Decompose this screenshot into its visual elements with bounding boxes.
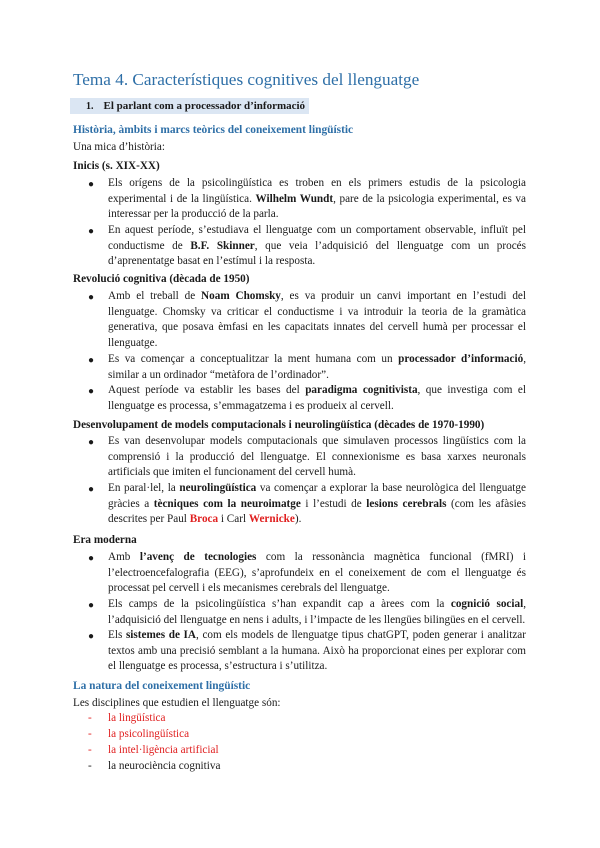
section-heading [74,100,334,118]
desenvolupament-heading: Desenvolupament de models computacionals i neurolingüística (dècades de 1970-1990) [73,419,485,431]
list-item: Els camps de la psicolingüística s’han expandit cap a àrees com la cognició social, l’adquisició del llenguatge en nens i adults, i l’impacte de les llengües bilingües en el cervell. [108,598,526,626]
list-item: Aquest període va establir les bases del paradigma cognitivista, que investiga com el llenguatge es processa, s’emmagatzema i es produeix al cervell. [108,384,527,412]
history-intro: Una mica d’història: [73,141,165,153]
bullet-icon: ● [88,292,95,303]
wernicke-name: Wernicke [248,513,295,526]
list-item: En aquest període, s’estudiava el llenguatge com un comportament observable, influït pel conductisme de B.F. Skinner, que veia l’adquisició del llenguatge com un procés d’aprenentatge basat en l’estímul i la resposta. [108,224,526,268]
list-item: Els orígens de la psicolingüística es troben en els primers estudis de la psicologia experimental i de la lingüística. Wilhelm Wundt, pare de la psicologia experimental, es va interessar per la producció de la parla. [108,177,526,221]
list-item: Es va començar a conceptualitzar la ment humana com un processador d’informació, similar a un ordinador “metàfora de l’ordinador”. [108,353,526,381]
dash-marker: - [88,760,92,772]
broca-name: Broca [189,513,219,526]
list-item: Es van desenvolupar models computacionals que simulaven processos lingüístics com la comprensió i la producció del llenguatge. El connexionisme es basa xarxes neuronals artificials que imiten el funcionament del cervell humà. [108,435,526,479]
inicis-heading: Inicis (s. XIX-XX) [73,160,160,172]
discipline-item: la psicolingüística [108,728,190,740]
list-item: En paral·lel, la neurolingüística va començar a explorar la base neurològica del llenguatge gràcies a tècniques com la neuroimatge i l’estudi de lesions cerebrals (com les afàsies descrites per Paul Broca i Carl Wernicke). [108,482,526,526]
history-heading: Història, àmbits i marcs teòrics del coneixement lingüístic [73,124,354,136]
section-number: 1. [86,101,94,112]
era-heading: Era moderna [73,534,137,546]
bullet-icon: ● [88,226,95,237]
bullet-icon: ● [88,437,95,448]
section-label: El parlant com a processador d’informació [103,100,306,112]
bullet-icon: ● [88,179,95,190]
bullet-icon: ● [88,631,95,642]
discipline-item: la intel·ligència artificial [108,744,219,756]
bullet-icon: ● [88,484,95,495]
dash-marker: - [88,728,92,740]
list-item: Amb el treball de Noam Chomsky, es va produir un canvi important en l’estudi del llenguatge. Chomsky va criticar el conductisme i va introduir la teoria de la gramàtica generativa, que posava èmfasi en les capacitats innates del cervell humà per processar el llenguatge. [108,290,526,349]
discipline-item: la neurociència cognitiva [108,760,221,772]
revolucio-heading: Revolució cognitiva (dècada de 1950) [73,273,250,285]
list-item: Els sistemes de IA, com els models de llenguatge tipus chatGPT, poden generar i analitzar textos amb una precisió semblant a la humana. Això ha proporcionat eines per explorar com el llenguatge es processa, s’estructura i s’utilitza. [108,629,526,673]
natura-heading: La natura del coneixement lingüístic [73,680,251,692]
page-title: Tema 4. Característiques cognitives del llenguatge [73,70,420,89]
bullet-icon: ● [88,553,95,564]
bullet-icon: ● [88,355,95,366]
bullet-icon: ● [88,600,95,611]
natura-intro: Les disciplines que estudien el llenguatge són: [73,697,281,709]
list-item: Amb l’avenç de tecnologies com la ressonància magnètica funcional (fMRI) i l’electroencefalografia (EEG), s’aprofundeix en el coneixement de com el llenguatge és processat pel cervell i els mecanismes cerebrals del llenguatge. [108,551,527,595]
dash-marker: - [88,712,92,724]
bullet-icon: ● [88,386,95,397]
discipline-item: la lingüística [108,712,166,724]
dash-marker: - [88,744,92,756]
